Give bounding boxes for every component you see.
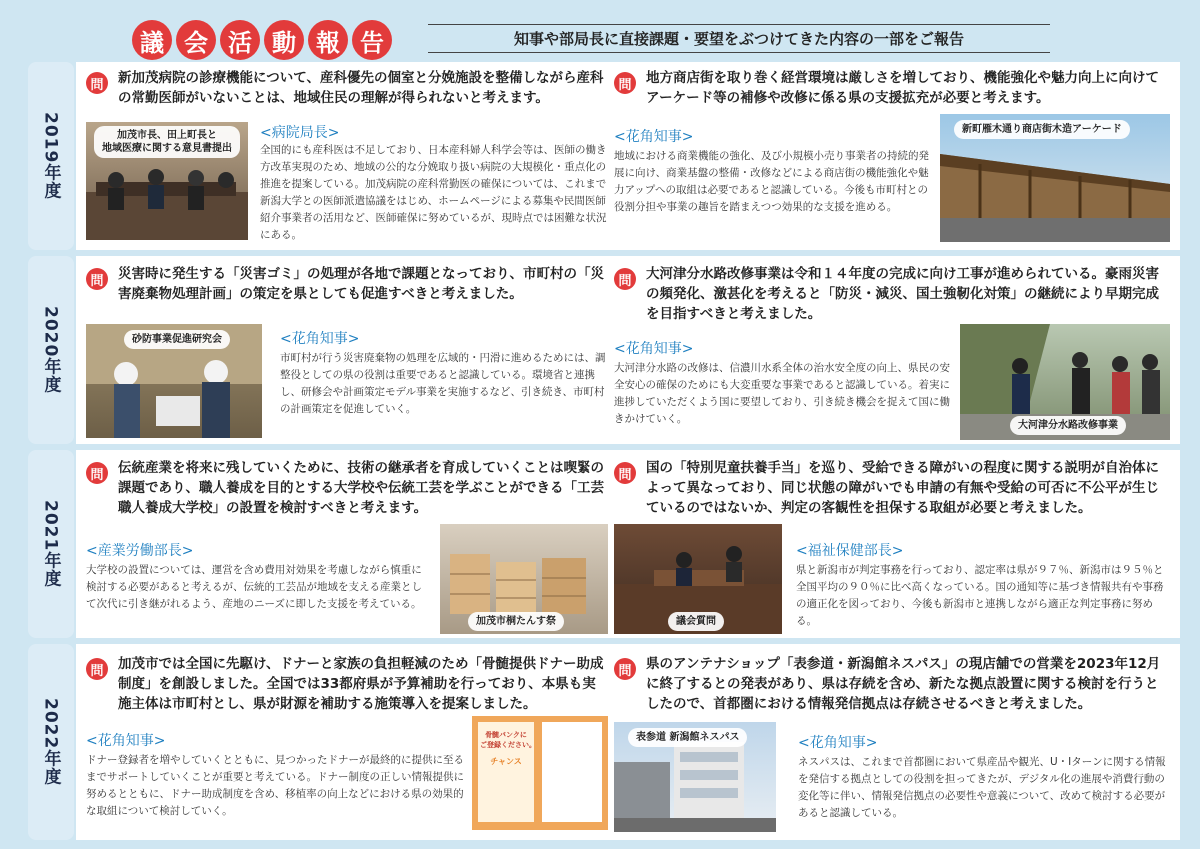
question-text: 災害時に発生する「災害ゴミ」の処理が各地で課題となっており、市町村の「災害廃棄物処理計画」の策定を県としても促進すべきと考えました。: [118, 266, 604, 302]
year-tab: [28, 644, 74, 840]
year-tab: [28, 450, 74, 638]
question-badge: 問: [86, 268, 108, 290]
photo-caption: 加茂市長、田上町長と 地域医療に関する意見書提出: [94, 126, 240, 158]
photo-caption: 表参道 新潟館ネスパス: [628, 728, 747, 747]
photo-caption: 大河津分水路改修事業: [1010, 416, 1126, 435]
question-text: 加茂市では全国に先駆け、ドナーと家族の負担軽減のため「骨髄提供ドナー助成制度」を創設しました。全国では33都府県が予算補助を行っており、本県も実施主体は市町村とし、県が財源を補助する施策導入を提案しました。: [118, 656, 604, 712]
answer-text: 大学校の設置については、運営を含め費用対効果を考慮しながら慎重に検討する必要があると考えるが、伝統的工芸品が地域を支える産業として次代に引き継がれるよう、産地のニーズに即した支援を考えている。: [86, 564, 422, 610]
answer-text: ネスパスは、これまで首都圏において県産品や観光、U・Iターンに関する情報を発信する拠点としての役割を担ってきたが、デジタル化の進展や消費行動の変化等に伴い、情報発信拠点の必要性や意義について、改めて検討する必要があると認識している。: [798, 756, 1166, 819]
bone-marrow-poster: [472, 716, 608, 830]
question-text: 大河津分水路改修事業は令和１４年度の完成に向け工事が進められている。豪雨災害の頻発化、激甚化を考えると「防災・減災、国土強靭化対策」の継続により早期完成を目指すべきと考えました。: [646, 266, 1159, 322]
responder-label: <花角知事>: [798, 735, 878, 751]
question-badge: 問: [86, 658, 108, 680]
photo-caption: 砂防事業促進研究会: [124, 330, 230, 349]
year-tab: [28, 62, 74, 250]
year-label: 2019年度: [40, 112, 61, 200]
title-char: 議: [132, 20, 172, 60]
title-char: 活: [220, 20, 260, 60]
question-text: 伝統産業を将来に残していくために、技術の継承者を育成していくことは喫緊の課題であり、職人養成を目的とする大学校や伝統工芸を学ぶことができる「工芸職人養成大学校」の設置を検討すべきと考えます。: [118, 460, 604, 516]
answer-text: ドナー登録者を増やしていくとともに、見つかったドナーが最終的に提供に至るまでサポートしていくことが重要と考えている。ドナー制度の正しい情報提供に努めるとともに、ドナー助成制度を含め、移植率の向上などにおける県の効果的な取組について検討していく。: [86, 754, 464, 817]
responder-label: <花角知事>: [280, 331, 360, 347]
question-badge: 問: [86, 462, 108, 484]
responder-label: <福祉保健部長>: [796, 543, 904, 559]
header-rule-bottom: [428, 52, 1050, 53]
title-char: 告: [352, 20, 392, 60]
poster-subtitle: チャンス: [490, 757, 522, 766]
question-text: 地方商店街を取り巻く経営環境は厳しさを増しており、機能強化や魅力向上に向けてアーケード等の補修や改修に係る県の支援拡充が必要と考えます。: [646, 70, 1159, 106]
question-text: 県のアンテナショップ「表参道・新潟館ネスパス」の現店舗での営業を2023年12月に終了するとの発表があり、県は存続を含め、新たな拠点設置に関する検討を行うとしたので、首都圏における情報発信拠点は存続させるべきと考えました。: [646, 656, 1161, 712]
answer-text: 市町村が行う災害廃棄物の処理を広域的・円滑に進めるためには、調整役としての県の役割は重要であると認識している。環境省と連携し、研修会や計画策定モデル事業を実施するなど、引き続き、市町村の計画策定を促進していく。: [280, 352, 606, 415]
header-rule-top: [428, 24, 1050, 25]
title-char: 報: [308, 20, 348, 60]
question-badge: 問: [614, 658, 636, 680]
photo-caption: 加茂市桐たんす祭: [468, 612, 564, 631]
responder-label: <花角知事>: [614, 129, 694, 145]
title-char: 動: [264, 20, 304, 60]
responder-label: <花角知事>: [614, 341, 694, 357]
question-badge: 問: [614, 72, 636, 94]
responder-label: <産業労働部長>: [86, 543, 194, 559]
year-label: 2022年度: [40, 698, 61, 786]
year-row-2019: [28, 62, 1180, 250]
answer-text: 大河津分水路の改修は、信濃川水系全体の治水安全度の向上、県民の安全安心の確保のためにも大変重要な事業であると認識している。着実に進捗していただくよう国に要望しており、引き続き機会を捉えて国に働きかけていく。: [614, 362, 950, 425]
year-label: 2020年度: [40, 306, 61, 394]
responder-label: <病院局長>: [260, 125, 340, 141]
report-title: [132, 20, 392, 60]
photo-caption: 議会質問: [668, 612, 724, 631]
answer-text: 県と新潟市が判定事務を行っており、認定率は県が９７％、新潟市は９５％と全国平均の９０％に比べ高くなっている。国の通知等に基づき情報共有や事務の適正化を図っており、今後も新潟市と連携しながら適正な判定事務に努める。: [796, 564, 1164, 627]
poster-info-sheet: [542, 722, 602, 822]
question-badge: 問: [86, 72, 108, 94]
question-text: 国の「特別児童扶養手当」を巡り、受給できる障がいの程度に関する説明が自治体によって異なっており、同じ状態の障がいでも申請の有無や受給の可否に不公平が生じているのではないか、判定の客観性を担保する取組が必要と考えました。: [646, 460, 1159, 516]
question-badge: 問: [614, 268, 636, 290]
responder-label: <花角知事>: [86, 733, 166, 749]
title-char: 会: [176, 20, 216, 60]
year-label: 2021年度: [40, 500, 61, 588]
year-row-2022: [28, 644, 1180, 840]
year-tab: [28, 256, 74, 444]
poster-title: 骨髄バンクに ご登録ください。: [480, 731, 536, 749]
answer-text: 地域における商業機能の強化、及び小規模小売り事業者の持続的発展に向け、商業基盤の整備・改修などによる商店街の機能強化や魅力アップへの取組は必要であると認識している。今後も市町村との役割分担や事業の趣旨を踏まえつつ効果的な支援を進める。: [614, 150, 929, 213]
question-text: 新加茂病院の診療機能について、産科優先の個室と分娩施設を整備しながら産科の常勤医師がいないことは、地域住民の理解が得られないと考えます。: [118, 70, 604, 106]
photo-caption: 新町雁木通り商店街木造アーケード: [954, 120, 1130, 139]
question-badge: 問: [614, 462, 636, 484]
answer-text: 全国的にも産科医は不足しており、日本産科婦人科学会等は、医師の働き方改革実現のため、地域の公的な分娩取り扱い病院の大規模化・重点化の推進を提案している。加茂病院の産科常勤医の確保については、これまで新潟大学との医師派遣協議をはじめ、ホームページによる募集や民間医師紹介事業者の活用など、医師確保に努めているが、現時点では困難な状況にある。: [260, 144, 607, 241]
year-row-2020: [28, 256, 1180, 444]
report-subtitle: 知事や部局長に直接課題・要望をぶつけてきた内容の一部をご報告: [513, 30, 964, 48]
year-row-2021: [28, 450, 1180, 638]
